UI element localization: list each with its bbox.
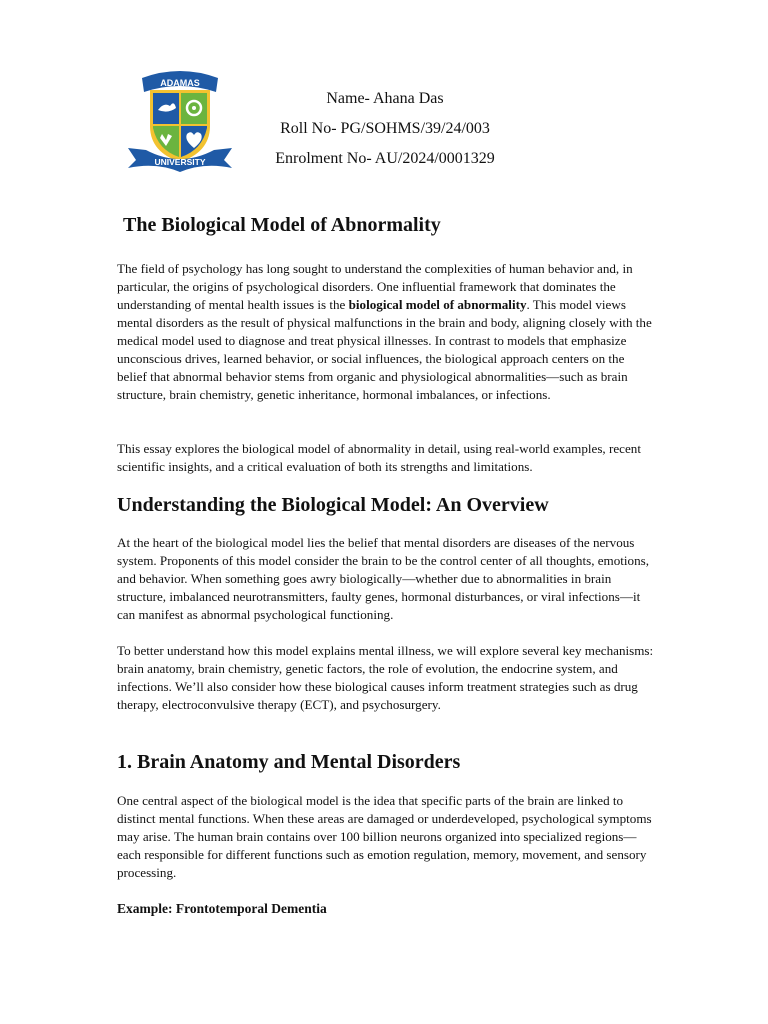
adamas-university-logo [124,64,236,174]
bold-term: biological model of abnormality [348,297,527,312]
enrolment-number: Enrolment No- AU/2024/0001329 [275,150,495,167]
overview-paragraph-2: To better understand how this model explains mental illness, we will explore several key mechanisms: brain anatomy, brain chemistry, genetic factors, the role of evolution, the endocrine system, and infections. We’ll also consider how these biological causes inform treatment strategies such as drug therapy, electroconvulsive therapy (ECT), and psychosurgery. [117,643,654,712]
student-info [250,84,520,174]
intro-paragraph-2: This essay explores the biological model of abnormality in detail, using real-world examples, recent scientific insights, and a critical evaluation of both its strengths and limitations. [117,441,641,474]
overview-paragraph-1: At the heart of the biological model lies the belief that mental disorders are diseases of the nervous system. Proponents of this model consider the brain to be the control center of all thoughts, emotions, and behavior. When something goes awry biologically—whether due to abnormalities in brain structure, imbalanced neurotransmitters, faulty genes, hormonal disturbances, or viral infections—it can manifest as abnormal psychological functioning. [117,535,650,622]
example-subheading: Example: Frontotemporal Dementia [117,901,327,916]
section-1-paragraph: One central aspect of the biological model is the idea that specific parts of the brain are linked to distinct mental functions. When these areas are damaged or underdeveloped, psychological symptoms may arise. The human brain contains over 100 billion neurons organized into specialized regions—each responsible for different functions such as emotion regulation, memory, movement, and sensory processing. [117,793,652,880]
section-1-heading: 1. Brain Anatomy and Mental Disorders [117,751,461,773]
essay-title: The Biological Model of Abnormality [123,214,441,236]
overview-heading: Understanding the Biological Model: An Overview [117,494,549,516]
logo-top-text: ADAMAS [160,78,200,88]
student-name: Name- Ahana Das [326,90,444,107]
intro-paragraph-1: The field of psychology has long sought to understand the complexities of human behavior and, in particular, the origins of psychological disorders. One influential framework that dominates the understanding of mental health issues is the biological model of abnormality. This model views mental disorders as the result of physical malfunctions in the brain and body, aligning closely with the medical model used to diagnose and treat physical illnesses. In contrast to models that emphasize unconscious drives, learned behavior, or social influences, the biological approach centers on the belief that abnormal behavior stems from organic and physiological abnormalities—such as brain structure, brain chemistry, genetic inheritance, hormonal imbalances, or infections. [117,261,652,402]
roll-number: Roll No- PG/SOHMS/39/24/003 [280,120,490,137]
logo-bottom-text: UNIVERSITY [154,157,206,167]
